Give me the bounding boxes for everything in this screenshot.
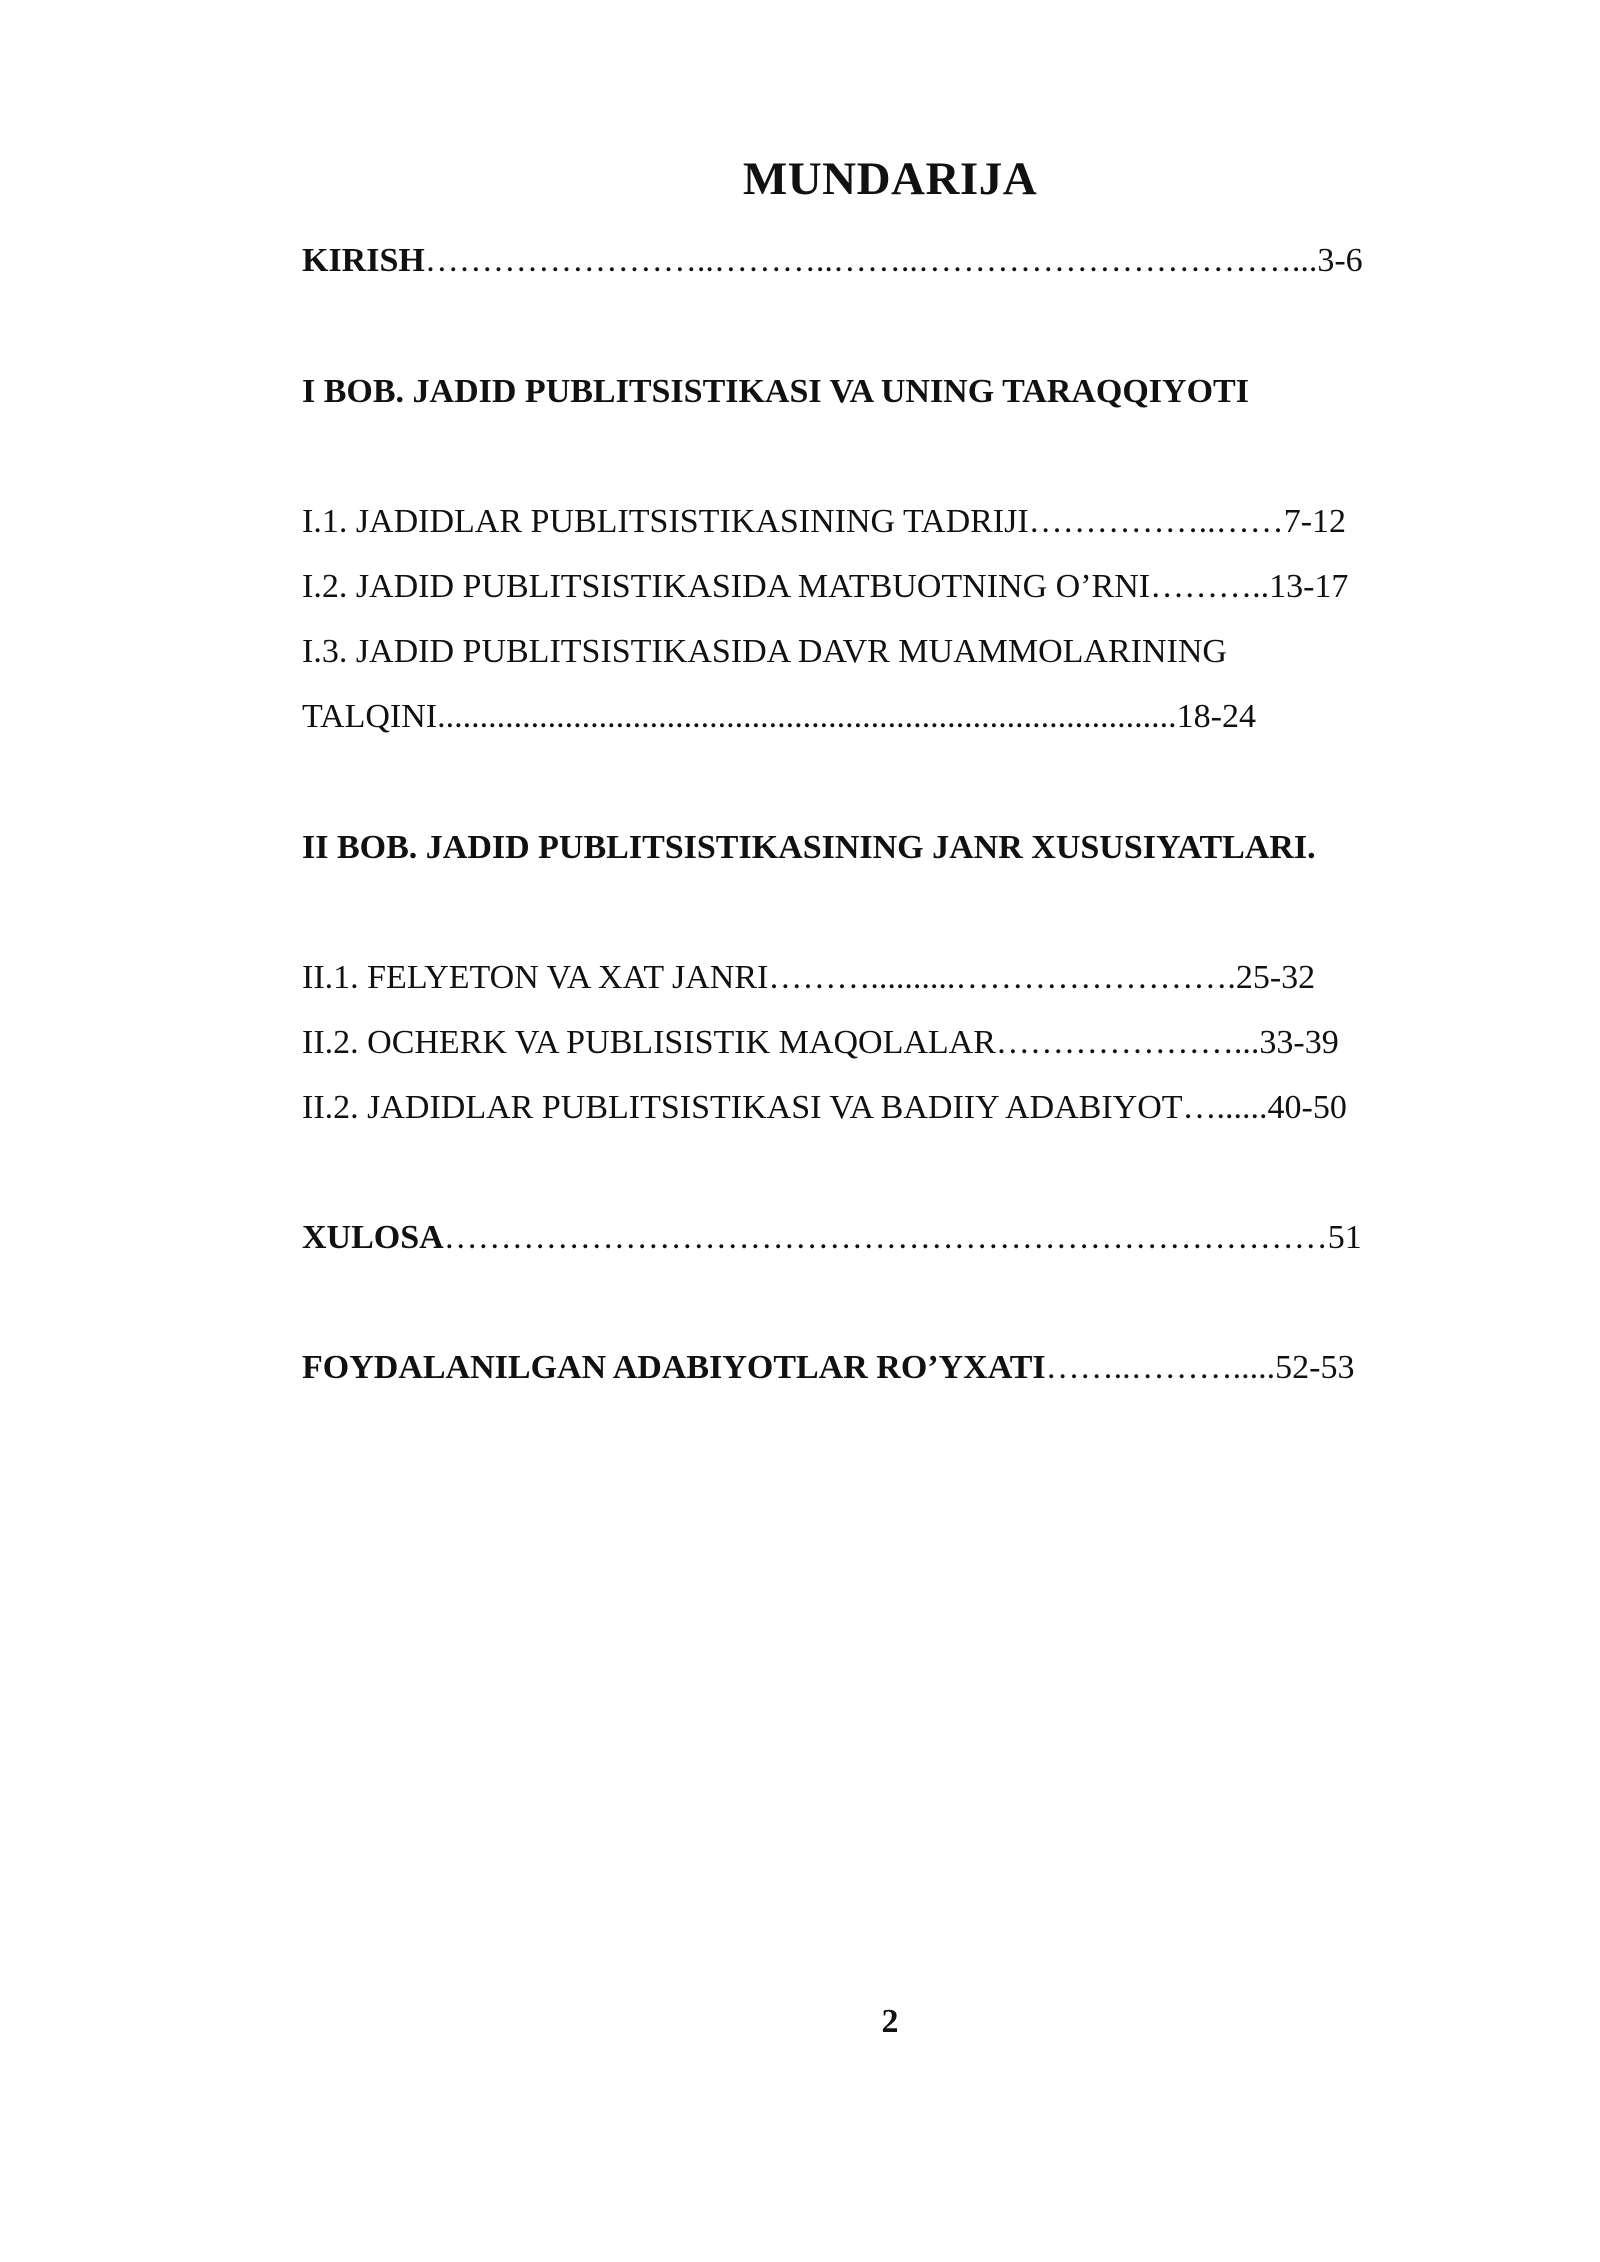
toc-entry-text: II.1. FELYETON VA XAT JANRI………..........…………………….	[302, 959, 1236, 996]
toc-page-range: 13-17	[1269, 568, 1349, 605]
page-number: 2	[881, 2003, 899, 2040]
toc-entry-1-2	[302, 567, 1348, 607]
toc-page-range: 51	[1327, 1219, 1362, 1256]
toc-page-range: 3-6	[1317, 242, 1363, 279]
toc-page-range: 25-32	[1235, 959, 1316, 996]
toc-entry-label: XULOSA	[302, 1219, 444, 1256]
toc-entry-kirish	[302, 241, 1363, 281]
chapter-2-heading: II BOB. JADID PUBLITSISTIKASINING JANR XUSUSIYATLARI.	[302, 829, 1316, 866]
toc-entry-text: II.2. OCHERK VA PUBLISISTIK MAQOLALAR…………………...	[302, 1024, 1260, 1061]
chapter-1-heading: I BOB. JADID PUBLITSISTIKASI VA UNING TARAQQIYOTI	[302, 373, 1249, 410]
toc-entry-1-3	[302, 632, 1227, 672]
toc-entry-label: FOYDALANILGAN ADABIYOTLAR RO’YXATI	[302, 1349, 1046, 1386]
toc-page-range: 7-12	[1283, 503, 1347, 540]
toc-leader: ……..……….....	[1045, 1349, 1276, 1386]
toc-entry-2-2	[302, 1023, 1339, 1063]
toc-page-range: 52-53	[1275, 1349, 1355, 1386]
toc-entry-text: I.2. JADID PUBLITSISTIKASIDA MATBUOTNING O’RNI………..	[302, 568, 1270, 605]
toc-page-range: 33-39	[1259, 1024, 1339, 1061]
toc-entry-text: TALQINI.......................................................................................	[302, 698, 1177, 735]
toc-page-range: 40-50	[1267, 1089, 1347, 1126]
toc-entry-1-3-continued	[302, 697, 1256, 737]
toc-entry-label: KIRISH	[302, 242, 425, 279]
toc-leader: ……………………………………………………………………	[443, 1219, 1328, 1256]
toc-entry-text: I.1. JADIDLAR PUBLITSISTIKASINING TADRIJI……………..……	[302, 503, 1284, 540]
page-title: MUNDARIJA	[742, 153, 1038, 205]
toc-page-range: 18-24	[1176, 698, 1256, 735]
toc-entry-text: I.3. JADID PUBLITSISTIKASIDA DAVR MUAMMOLARINING	[302, 633, 1227, 670]
toc-entry-2-3	[302, 1088, 1347, 1128]
toc-entry-1-1	[302, 502, 1346, 542]
toc-leader: ……………………..………..……..……………………………...	[424, 242, 1318, 279]
toc-entry-2-1	[302, 958, 1315, 998]
toc-entry-text: II.2. JADIDLAR PUBLITSISTIKASI VA BADIIY ADABIYOT…......	[302, 1089, 1268, 1126]
toc-entry-xulosa	[302, 1218, 1362, 1258]
toc-entry-references	[302, 1348, 1354, 1388]
